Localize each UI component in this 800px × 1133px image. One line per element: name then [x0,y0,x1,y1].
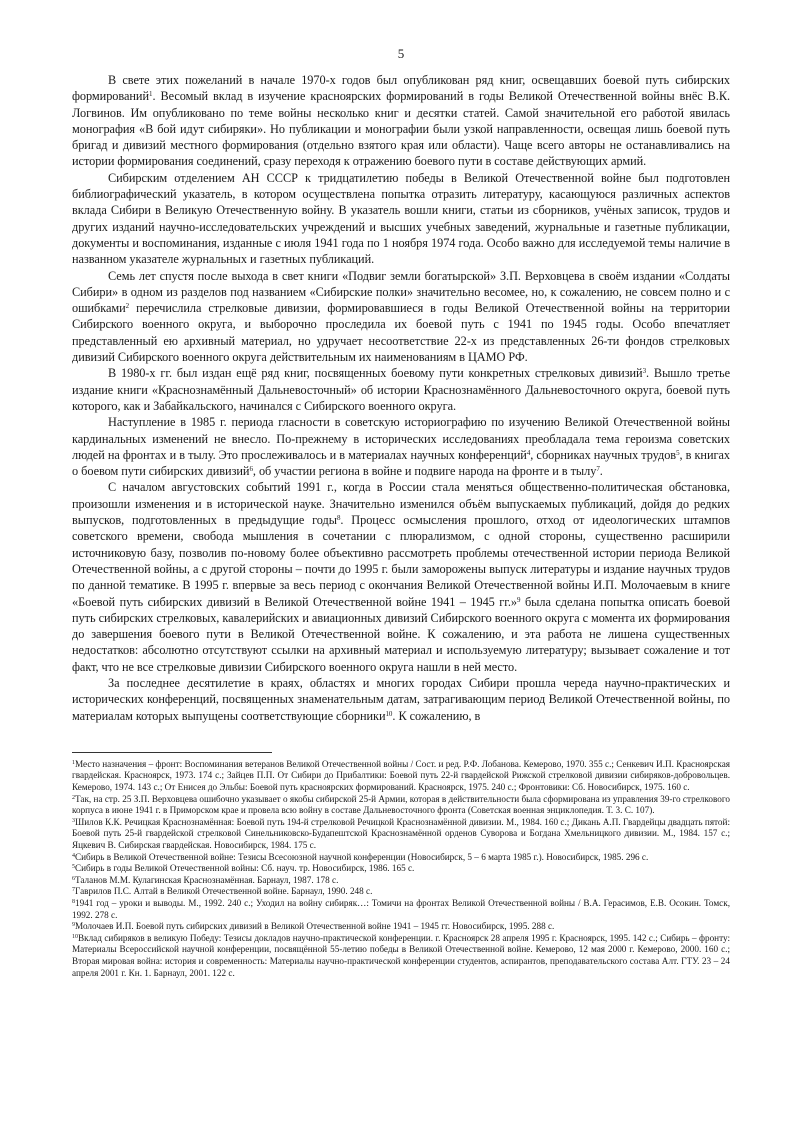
footnote [72,886,730,898]
footnotes [72,759,730,979]
paragraph-text: . Вышло третье издание книги «Краснознамённый Дальневосточный» об истории Краснознамённого Дальневосточного округа, боевой путь которого, как и Забайкальского, начинался с Сибирского военного округа. [72,366,730,413]
paragraph-text: Семь лет спустя после выхода в свет книги «Подвиг земли богатырской» З.П. Верховцева в своём издании «Солдаты Сибири» в одном из разделов под названием «Сибирские полки» значительно весомее, но, к сожалению, не совсем полно и с ошибками [72,268,730,316]
paragraph [72,170,730,268]
main-text [72,72,730,724]
footnote-reference: 3 [642,367,647,376]
paragraph [72,365,730,414]
footnote-reference: 10 [385,709,393,718]
footnote-number: 5 [72,864,75,871]
footnote-number: 6 [72,875,75,882]
footnote-reference: 9 [517,595,521,604]
paragraph-text: , об участии региона в войне и подвиге народа на фронте и в тылу [252,464,597,479]
footnote-reference: 8 [336,514,341,523]
footnote [72,933,730,979]
footnote [72,817,730,852]
footnote-number: 7 [72,887,75,894]
paragraph [72,268,730,366]
footnote-text: Так, на стр. 25 З.П. Верховцева ошибочно указывает о якобы сибирской 25-й Армии, которая в действительности была сформирована из управления 39-го стрелкового корпуса в июне 1941 г. в Приморском крае и провела всю войну в составе Дальневосточного фронта (Советская военная энциклопедия. Т. 3. С. 107). [72,793,730,816]
footnote-text: Сибирь в годы Великой Отечественной войны: Сб. науч. тр. Новосибирск, 1986. 165 с. [75,863,415,874]
footnote [72,863,730,875]
paragraph-text: Наступление в 1985 г. периода гласности в советскую историографию по изучению Великой Отечественной войны кардинальных изменений не внесло. По-прежнему в исторических исследованиях преобладала тема героизма советских людей на фронтах и в тылу. Это прослеживалось и в материалах научных конференций [72,415,730,462]
footnote-number: 3 [72,817,75,824]
footnote-number: 4 [72,852,75,859]
footnote-reference: 2 [125,302,130,311]
footnote-reference: 5 [676,448,680,457]
paragraph-text: перечислила стрелковые дивизии, формировавшиеся в годы Великой Отечественной войны на территории Сибирского военного округа, и выборочно проследила их боевой путь с 1941 по 1945 годы. Особо впечатляет представленный ею архивный материал, но удручает несоответствие 22-х из представленных 26-ти фондов стрелковых дивизий Сибирского военного округа действительным их наименованиям в ЦАМО РФ. [72,301,730,365]
paragraph-text: С началом августовских событий 1991 г., когда в России стала меняться общественно-политическая обстановка, произошли изменения и в исторической науке. Значительно изменился объём выпускаемых публикаций, дойдя до редких выпусков, подготовленных в предыдущие годы [72,480,730,528]
footnote-text: Место назначения – фронт: Воспоминания ветеранов Великой Отечественной войны / Сост. и ред. Р.Ф. Лобанова. Кемерово, 1970. 355 с.; Сенкевич И.П. Красноярская гвардейская. Красноярск, 1973. 174 с.; Зайцев П.П. От Сибири до Прибалтики: Боевой путь 22-й гвардейской Рижской стрелковой дивизии сибиряков-добровольцев. Кемерово, 1974. 143 с.; От Енисея до Эльбы: Боевой путь красноярских формирований. Красноярск, 1975. 240 с.; Фронтовики: Сб. Новосибирск, 1975. 160 с. [72,758,730,793]
paragraph-text: . Весомый вклад в изучение красноярских формирований в годы Великой Отечественной войны внёс В.К. Логвинов. Им опубликовано по теме войны несколько книг и десятки статей. Самой значительной его работой явилась монография «В бой идут сибиряки». Но публикации и монографии были узкой направленности, освещая лишь боевой путь бригад и дивизий местного формирования (отдельно взятого края или области). Чаще всего авторы не останавливались на истории формирования соединений, сразу переходя к отражению боевого пути в составе действующих армий. [72,89,730,169]
footnote-number: 2 [72,794,75,801]
paragraph-text: была сделана попытка описать боевой путь сибирских стрелковых, кавалерийских и авиационных дивизий Сибирского военного округа с момента их формирования до завершения боевого пути в Великой Отечественной войне. К сожалению, и эта работа не лишена существенных недостатков: абсолютно отсутствуют ссылки на архивный материал и используемую литературу; вызывает сожаление и тот факт, что не все стрелковые дивизии Сибирского военного округа нашли в ней место. [72,594,730,674]
footnote-text: Шилов К.К. Речицкая Краснознамённая: Боевой путь 194-й стрелковой Речицкой Краснознамённой дивизии. М., 1984. 160 с.; Дикань А.П. Гвардейцы двадцать пятой: Боевой путь 25-й гвардейской стрелковой Синельниковско-Будапештской Краснознамённой орденов Суворова и Богдана Хмельницкого дивизии. М., 1984. 157 с.; Яцкевич В. Сибирская гвардейская. Новосибирск, 1984. 175 с. [72,816,730,851]
footnote-reference: 1 [148,90,153,99]
paragraph [72,675,730,724]
footnote-reference: 4 [526,448,531,457]
footnote-text: 1941 год – уроки и выводы. М., 1992. 240 с.; Уходил на войну сибиряк…: Томичи на фронтах Великой Отечественной войны / В.А. Герасимов, Е.В. Осокин. Томск, 1992. 278 с. [72,898,730,920]
footnote-number: 1 [72,759,75,766]
footnote-text: Таланов М.М. Кулагинская Краснознамённая. Барнаул, 1987. 178 с. [75,874,339,885]
footnote [72,852,730,864]
paragraph-text: , сборниках научных трудов [530,447,677,462]
footnote-reference: 7 [596,465,600,474]
footnote-number: 10 [72,933,78,940]
paragraph-text: . [599,464,603,479]
footnote-text: Гаврилов П.С. Алтай в Великой Отечественной войне. Барнаул, 1990. 248 с. [75,886,373,897]
paragraph-text: . Процесс осмысления прошлого, отход от идеологических штампов советского времени, свобода мышления в сочетании с плюрализмом, с одной стороны, существенно расширили источниковую базу, позволив по-новому более объективно рассмотреть проблемы отечественной истории периода Великой Отечественной войны, а с другой стороны – почти до 1995 г. были заморожены выпуск литературы и издание научных трудов по данной тематике. В 1995 г. впервые за весь период с окончания Великой Отечественной войны И.П. Молочаевым в книге «Боевой путь сибирских дивизий в Великой Отечественной войне 1941 – 1945 гг.» [72,513,731,609]
footnote-reference: 6 [249,465,253,474]
footnote [72,921,730,933]
paragraph [72,72,730,170]
footnote-separator [72,752,272,753]
paragraph [72,479,730,675]
paragraph-text: За последнее десятилетие в краях, областях и многих городах Сибири прошла череда научно-практических и исторических конференций, посвященных знаменательным датам, затрагивающим период Великой Отечественной войны, по материалам которых выпущены соответствующие сборники [72,675,730,723]
footnote [72,794,730,817]
paragraph-text: Сибирским отделением АН СССР к тридцатилетию победы в Великой Отечественной войне был подготовлен библиографический указатель, в котором осуществлена попытка отразить литературу, касающуюся различных аспектов вклада Сибири в Великую Отечественную войну. В указатель вошли книги, статьи из сборников, учёных записок, трудов и других изданий научно-исследовательских учреждений и высших учебных заведений, журнальные и газетные публикации, документы и воспоминания, изданные с июля 1941 года по 1 ноября 1974 года. Особо важно для исследуемой темы наличие в названном указателе журнальных и газетных публикаций. [72,170,730,267]
footnote [72,898,730,921]
footnote-text: Вклад сибиряков в великую Победу: Тезисы докладов научно-практической конференции. г. Красноярск 28 апреля 1995 г. Красноярск, 1995. 142 с.; Сибирь – фронту: Материалы Всероссийской научной конференции, посвящённой 55-летию победы в Великой Отечественной войне. Кемерово, 12 мая 2000 г. Кемерово, 2000. 160 с.; Вторая мировая война: история и современность: Материалы научно-практической конференции студентов, аспирантов, преподавательского состава Алт. ГТУ. 23 – 24 апреля 2001 г. Кн. 1. Барнаул, 2001. 122 с. [72,932,730,978]
paragraph-text: , в книгах о боевом пути сибирских дивизий [72,447,730,479]
paragraph-text: В свете этих пожеланий в начале 1970-х годов был опубликован ряд книг, освещавших боевой путь сибирских формирований [72,73,730,104]
paragraph-text: В 1980-х гг. был издан ещё ряд книг, посвященных боевому пути конкретных стрелковых дивизий [108,366,643,381]
footnote [72,875,730,887]
footnote [72,759,730,794]
footnote-number: 9 [72,922,75,929]
footnote-text: Сибирь в Великой Отечественной войне: Тезисы Всесоюзной научной конференции (Новосибирск, 5 – 6 марта 1985 г.). Новосибирск, 1985. 296 с. [75,851,649,862]
page-number: 5 [397,46,405,61]
paragraph-text: . К сожалению, в [392,708,481,723]
footnote-text: Молочаев И.П. Боевой путь сибирских дивизий в Великой Отечественной войне 1941 – 1945 гг. Новосибирск, 1995. 288 с. [75,921,555,932]
paragraph [72,414,730,479]
footnote-number: 8 [72,899,75,905]
